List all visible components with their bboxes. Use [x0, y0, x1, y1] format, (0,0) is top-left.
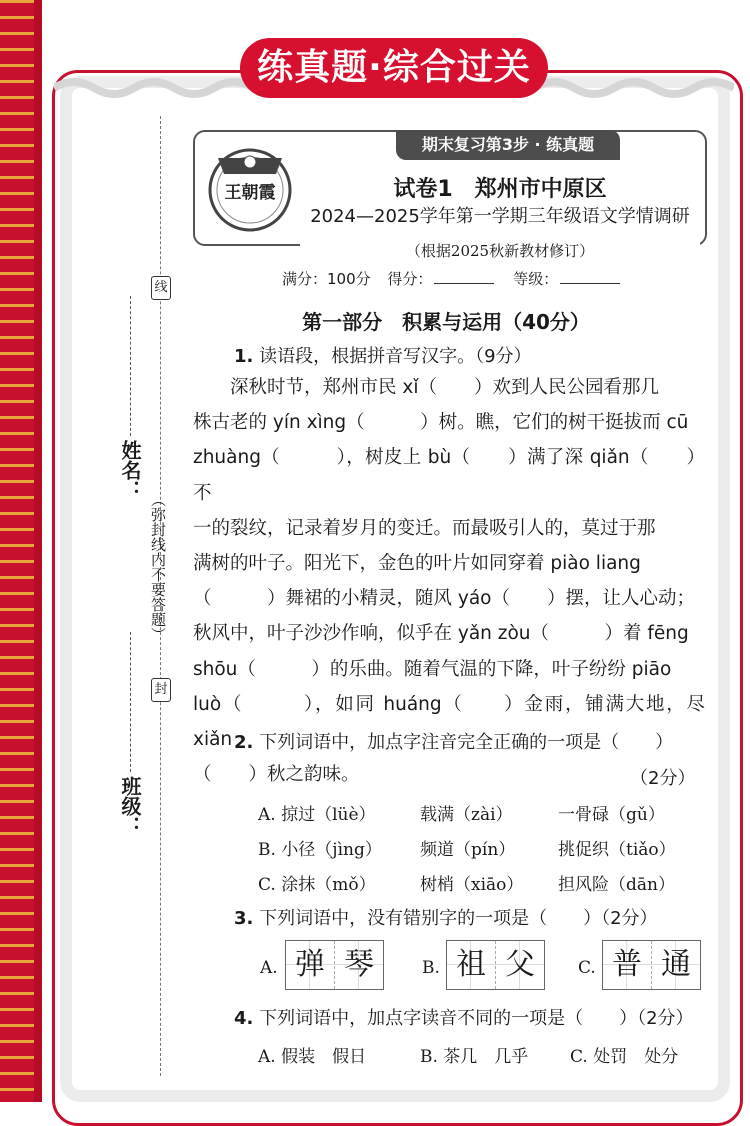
q2-option-b-3: 挑促织（tiǎo） — [558, 840, 676, 860]
q2-option-b-1: B. 小径（jìng） — [258, 840, 382, 860]
seal-feng-mark: 封 — [151, 678, 171, 702]
grid-char: 弹 — [286, 941, 335, 989]
question-2 — [234, 728, 673, 754]
passage-line: 满树的叶子。阳光下，金色的叶片如同穿着 piào liang — [193, 553, 641, 575]
q3-text: 下列词语中，没有错别字的一项是（ ）（2分） — [259, 908, 658, 929]
q3-number: 3. — [234, 908, 254, 929]
revision-note: （根据2025秋新教材修订） — [300, 240, 700, 261]
q3-option-c-label: C. — [578, 958, 596, 978]
q4-number: 4. — [234, 1008, 254, 1029]
passage-line: 株古老的 yín xìng（ ）树。瞧，它们的树干挺拔而 cū — [193, 412, 689, 434]
q2-option-a-3: 一骨碌（gǔ） — [558, 805, 665, 825]
q3-option-c-grid — [602, 940, 701, 990]
grid-char: 普 — [603, 941, 652, 989]
grade-blank — [560, 271, 620, 284]
passage-line: （ ）秋之韵味。 — [193, 764, 360, 786]
q3-option-a-label: A. — [260, 958, 278, 978]
q2-option-a-2: 载满（zài） — [420, 805, 513, 825]
seal-line-mark: 线 — [151, 276, 171, 300]
score-label: 得分： — [387, 270, 433, 288]
brand-logo — [204, 140, 296, 232]
q2-text: 下列词语中，加点字注音完全正确的一项是（ ） — [259, 732, 674, 753]
banner-title: 练真题·综合过关 — [240, 38, 548, 98]
grade-label: 等级： — [513, 270, 559, 288]
passage-line: zhuàng（ ），树皮上 bù（ ）满了深 qiǎn（ ）不 — [193, 447, 705, 504]
part-heading: 第一部分 积累与运用（40分） — [302, 310, 590, 334]
q1-number: 1. — [234, 346, 254, 367]
class-line — [130, 632, 131, 772]
q2-option-b-2: 频道（pín） — [420, 840, 516, 860]
grid-char: 琴 — [335, 941, 383, 989]
passage-line: luò（ ），如同 huáng（ ）金雨，铺满大地，尽 xiǎn — [193, 693, 705, 751]
q2-option-c-3: 担风险（dān） — [558, 875, 675, 895]
q3-option-b-grid — [446, 940, 545, 990]
passage-line: shōu（ ）的乐曲。随着气温的下降，叶子纷纷 piāo — [193, 658, 672, 680]
passage-line: 深秋时节，郑州市民 xǐ（ ）欢到人民公园看那几 — [193, 377, 659, 398]
q2-number: 2. — [234, 732, 254, 753]
q2-option-a-1: A. 掠过（lüè） — [258, 805, 376, 825]
step-label: 期末复习第3步 · 练真题 — [396, 130, 620, 160]
question-1 — [234, 342, 532, 368]
q4-option-c: C. 处罚 处分 — [570, 1047, 679, 1067]
logo-text: 王朝霞 — [224, 183, 276, 203]
exam-title: 试卷1 郑州市中原区 — [393, 177, 607, 202]
q2-option-c-2: 树梢（xiāo） — [420, 875, 524, 895]
q2-option-c-1: C. 涂抹（mǒ） — [258, 875, 376, 895]
q1-text: 读语段，根据拼音写汉字。（9分） — [259, 346, 532, 367]
q4-option-b: B. 茶几 几乎 — [420, 1047, 529, 1067]
passage-line: （ ）舞裙的小精灵，随风 yáo（ ）摆，让人心动； — [193, 588, 695, 610]
q3-option-a-grid — [285, 940, 384, 990]
exam-subtitle: 2024—2025学年第一学期三年级语文学情调研 — [310, 206, 690, 227]
full-score: 满分：100分 — [282, 270, 371, 288]
passage-line: 秋风中，叶子沙沙作响，似乎在 yǎn zòu（ ）着 fēng — [193, 623, 689, 645]
left-decorative-strip — [0, 0, 34, 1102]
question-4 — [234, 1004, 694, 1030]
question-3 — [234, 904, 658, 930]
grid-char: 通 — [652, 941, 700, 989]
class-label: 班级： — [118, 776, 142, 836]
passage-line: 一的裂纹，记录着岁月的变迁。而最吸引人的，莫过于那 — [193, 517, 656, 539]
score-row — [282, 268, 634, 289]
q4-option-a: A. 假装 假日 — [258, 1047, 367, 1067]
grid-char: 祖 — [447, 941, 496, 989]
q3-option-b-label: B. — [422, 958, 440, 978]
score-blank — [434, 271, 494, 284]
name-line — [130, 296, 131, 436]
seal-note: （弥封线内不要答题） — [149, 492, 167, 642]
q2-score: （2分） — [630, 768, 696, 789]
left-decorative-band — [34, 0, 42, 1102]
name-label: 姓名： — [118, 440, 142, 500]
grid-char: 父 — [496, 941, 544, 989]
q4-text: 下列词语中，加点字读音不同的一项是（ ）（2分） — [259, 1008, 694, 1029]
